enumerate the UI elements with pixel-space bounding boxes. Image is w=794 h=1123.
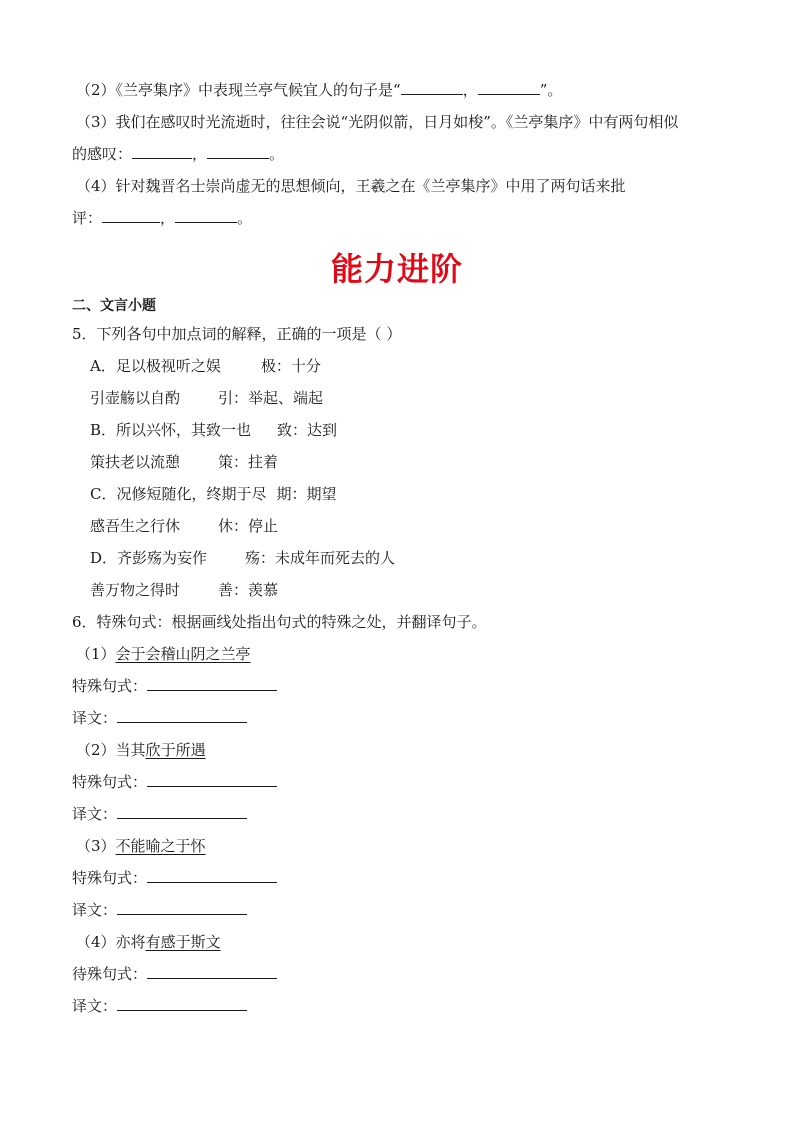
option-b-line-1 <box>90 420 337 440</box>
option-a-sentence-2: 引壶觞以自酌 <box>90 389 181 407</box>
option-b-line-2 <box>90 452 278 472</box>
question-4-prefix: 评： <box>72 209 103 227</box>
translation-label: 译文： <box>72 709 118 727</box>
answer-blank[interactable] <box>175 208 237 223</box>
q6-item-1-pattern-line <box>72 676 277 696</box>
q6-underlined-phrase: 会于会稽山阴之兰亭 <box>115 645 251 663</box>
q6-item-pre: 当其 <box>115 741 146 759</box>
q6-item-3-pattern-line <box>72 868 277 888</box>
question-4-separator: ， <box>160 209 176 227</box>
option-b-sentence-1: B．所以兴怀，其致一也 <box>90 421 252 439</box>
q6-item-3-sentence <box>76 836 206 856</box>
q6-item-4-pattern-line <box>72 964 277 984</box>
q6-item-2-translation-line <box>72 804 247 824</box>
translation-label: 译文： <box>72 901 118 919</box>
q6-underlined-phrase: 有感于斯文 <box>145 933 221 951</box>
pattern-label: 待殊句式： <box>72 965 148 983</box>
q6-item-pre: 亦将 <box>115 933 146 951</box>
question-4-line-1: （4）针对魏晋名士崇尚虚无的思想倾向，王羲之在《兰亭集序》中用了两句话来批 <box>76 177 626 195</box>
option-d-gloss-1: 殇：未成年而死去的人 <box>245 549 396 567</box>
translation-answer-blank[interactable] <box>117 900 247 915</box>
question-3-separator: ， <box>192 145 208 163</box>
section-heading-ability: 能力进阶 <box>330 250 463 288</box>
q6-item-2-sentence <box>76 740 206 760</box>
question-2-separator: ， <box>462 81 478 99</box>
option-c-gloss-1: 期：期望 <box>276 485 337 503</box>
translation-answer-blank[interactable] <box>117 996 247 1011</box>
q6-item-number: （3） <box>76 837 116 855</box>
q6-underlined-phrase: 不能喻之于怀 <box>115 837 206 855</box>
option-b-sentence-2: 策扶老以流憩 <box>90 453 181 471</box>
option-d-sentence-2: 善万物之得时 <box>90 581 181 599</box>
question-2-prefix: （2）《兰亭集序》中表现兰亭气候宜人的句子是“ <box>76 81 401 99</box>
option-d-gloss-2: 善：羡慕 <box>218 581 279 599</box>
option-d-line-1 <box>90 548 395 568</box>
answer-blank[interactable] <box>132 144 192 159</box>
question-4-line-2 <box>72 208 252 228</box>
question-6-stem: 6．特殊句式：根据画线处指出句式的特殊之处，并翻译句子。 <box>72 613 487 631</box>
translation-answer-blank[interactable] <box>117 708 247 723</box>
translation-label: 译文： <box>72 997 118 1015</box>
question-2-line <box>76 80 562 100</box>
question-2-suffix: ”。 <box>539 81 563 99</box>
section-title: 二、文言小题 <box>72 298 156 314</box>
option-c-line-1 <box>90 484 337 504</box>
q6-item-4-translation-line <box>72 996 247 1016</box>
pattern-answer-blank[interactable] <box>147 868 277 883</box>
q6-item-3-translation-line <box>72 900 247 920</box>
option-a-line-1 <box>90 356 321 376</box>
pattern-answer-blank[interactable] <box>147 772 277 787</box>
q6-item-number: （2） <box>76 741 116 759</box>
option-b-gloss-2: 策：拄着 <box>218 453 279 471</box>
q6-item-1-translation-line <box>72 708 247 728</box>
option-c-sentence-1: C．况修短随化，终期于尽 <box>90 485 267 503</box>
question-5-stem: 5．下列各句中加点词的解释，正确的一项是（ ） <box>72 325 402 343</box>
pattern-label: 特殊句式： <box>72 677 148 695</box>
option-c-gloss-2: 休：停止 <box>218 517 279 535</box>
q6-underlined-phrase: 欣于所遇 <box>145 741 206 759</box>
answer-blank[interactable] <box>478 80 540 95</box>
q6-item-1-sentence <box>76 644 251 664</box>
option-c-line-2 <box>90 516 278 536</box>
option-a-line-2 <box>90 388 323 408</box>
q6-item-number: （1） <box>76 645 116 663</box>
question-3-prefix: 的感叹： <box>72 145 133 163</box>
question-3-line-2 <box>72 144 284 164</box>
option-c-sentence-2: 感吾生之行休 <box>90 517 181 535</box>
pattern-answer-blank[interactable] <box>147 964 277 979</box>
option-d-line-2 <box>90 580 278 600</box>
question-3-line-1: （3）我们在感叹时光流逝时，往往会说“光阴似箭，日月如梭”。《兰亭集序》中有两句相似 <box>76 113 679 131</box>
option-a-sentence-1: A．足以极视听之娱 <box>90 357 221 375</box>
option-b-gloss-1: 致：达到 <box>277 421 338 439</box>
option-a-gloss-1: 极：十分 <box>260 357 321 375</box>
translation-label: 译文： <box>72 805 118 823</box>
pattern-label: 特殊句式： <box>72 773 148 791</box>
pattern-answer-blank[interactable] <box>147 676 277 691</box>
question-4-suffix: 。 <box>237 209 253 227</box>
q6-item-number: （4） <box>76 933 116 951</box>
q6-item-2-pattern-line <box>72 772 277 792</box>
question-3-suffix: 。 <box>269 145 285 163</box>
option-d-sentence-1: D．齐彭殇为妄作 <box>90 549 208 567</box>
translation-answer-blank[interactable] <box>117 804 247 819</box>
q6-item-4-sentence <box>76 932 221 952</box>
answer-blank[interactable] <box>102 208 160 223</box>
pattern-label: 特殊句式： <box>72 869 148 887</box>
option-a-gloss-2: 引：举起、端起 <box>218 389 324 407</box>
answer-blank[interactable] <box>207 144 269 159</box>
answer-blank[interactable] <box>401 80 463 95</box>
